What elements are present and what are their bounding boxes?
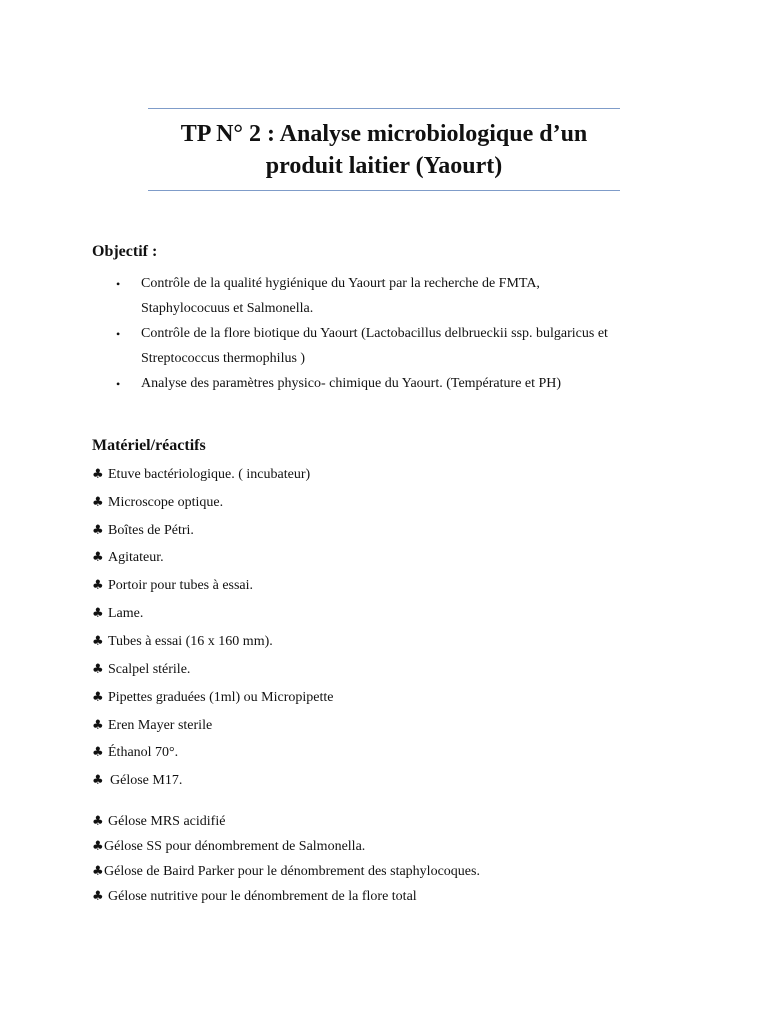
club-icon: ♣ — [92, 523, 104, 538]
materiel-item — [92, 577, 253, 595]
materiel-item — [92, 717, 212, 735]
materiel-heading: Matériel/réactifs — [92, 437, 206, 454]
club-icon: ♣ — [92, 718, 104, 733]
materiel-item-label: Etuve bactériologique. ( incubateur) — [108, 467, 311, 482]
materiel-item — [92, 522, 194, 540]
materiel-item — [92, 689, 334, 707]
gelose-item-label: Gélose de Baird Parker pour le dénombrement des staphylocoques. — [104, 864, 480, 879]
objectif-item — [116, 322, 696, 371]
materiel-item-label: Gélose M17. — [110, 773, 183, 788]
club-icon: ♣ — [92, 495, 104, 510]
bullet-icon: • — [116, 377, 121, 391]
objectif-list — [116, 272, 696, 398]
title-line-2: produit laitier (Yaourt) — [265, 153, 503, 179]
club-icon: ♣ — [92, 578, 104, 593]
page-title — [148, 118, 620, 182]
materiel-item — [92, 633, 273, 651]
club-icon: ♣ — [92, 773, 104, 788]
materiel-item — [92, 605, 143, 623]
materiel-item — [92, 494, 223, 512]
club-icon: ♣ — [92, 814, 104, 829]
materiel-item-label: Pipettes graduées (1ml) ou Micropipette — [108, 690, 334, 705]
objectif-item-line: Contrôle de la flore biotique du Yaourt (Lactobacillus delbrueckii ssp. bulgaricus et — [141, 326, 608, 341]
objectif-item-line: Streptococcus thermophilus ) — [141, 350, 306, 366]
objectif-item — [116, 272, 696, 321]
gelose-item-label: Gélose SS pour dénombrement de Salmonella. — [104, 839, 366, 854]
gelose-item — [92, 863, 480, 881]
materiel-item-label: Eren Mayer sterile — [108, 718, 213, 733]
materiel-item-label: Agitateur. — [108, 550, 164, 565]
title-bottom-rule — [148, 190, 620, 191]
title-line-1: TP N° 2 : Analyse microbiologique d’un — [180, 121, 588, 147]
materiel-item — [92, 744, 178, 762]
materiel-item — [92, 549, 164, 567]
gelose-item-label: Gélose MRS acidifié — [108, 814, 226, 829]
materiel-item-label: Lame. — [108, 606, 144, 621]
materiel-item-label: Portoir pour tubes à essai. — [108, 578, 254, 593]
objectif-item-line: Contrôle de la qualité hygiénique du Yaourt par la recherche de FMTA, — [141, 276, 540, 291]
club-icon: ♣ — [92, 745, 104, 760]
objectif-item-line: Staphylococuus et Salmonella. — [141, 300, 314, 316]
club-icon: ♣ — [92, 606, 104, 621]
materiel-item-label: Tubes à essai (16 x 160 mm). — [108, 634, 273, 649]
club-icon: ♣ — [92, 889, 104, 904]
objectif-item-line: Analyse des paramètres physico- chimique du Yaourt. (Température et PH) — [141, 376, 562, 391]
title-top-rule — [148, 108, 620, 109]
club-icon: ♣ — [92, 467, 104, 482]
materiel-item — [92, 772, 182, 790]
gelose-item — [92, 838, 365, 856]
gelose-item — [92, 888, 417, 906]
club-icon: ♣ — [92, 864, 104, 879]
bullet-icon: • — [116, 327, 121, 341]
materiel-item-label: Scalpel stérile. — [108, 662, 191, 677]
objectif-item — [116, 372, 696, 397]
materiel-item-label: Microscope optique. — [108, 495, 224, 510]
bullet-icon: • — [116, 277, 121, 291]
materiel-item-label: Boîtes de Pétri. — [108, 523, 194, 538]
objectif-heading: Objectif : — [92, 243, 158, 260]
materiel-item — [92, 661, 190, 679]
materiel-item — [92, 466, 310, 484]
club-icon: ♣ — [92, 662, 104, 677]
club-icon: ♣ — [92, 634, 104, 649]
club-icon: ♣ — [92, 839, 104, 854]
gelose-item-label: Gélose nutritive pour le dénombrement de la flore total — [108, 889, 417, 904]
club-icon: ♣ — [92, 690, 104, 705]
gelose-item — [92, 813, 225, 831]
club-icon: ♣ — [92, 550, 104, 565]
materiel-item-label: Éthanol 70°. — [108, 745, 179, 760]
